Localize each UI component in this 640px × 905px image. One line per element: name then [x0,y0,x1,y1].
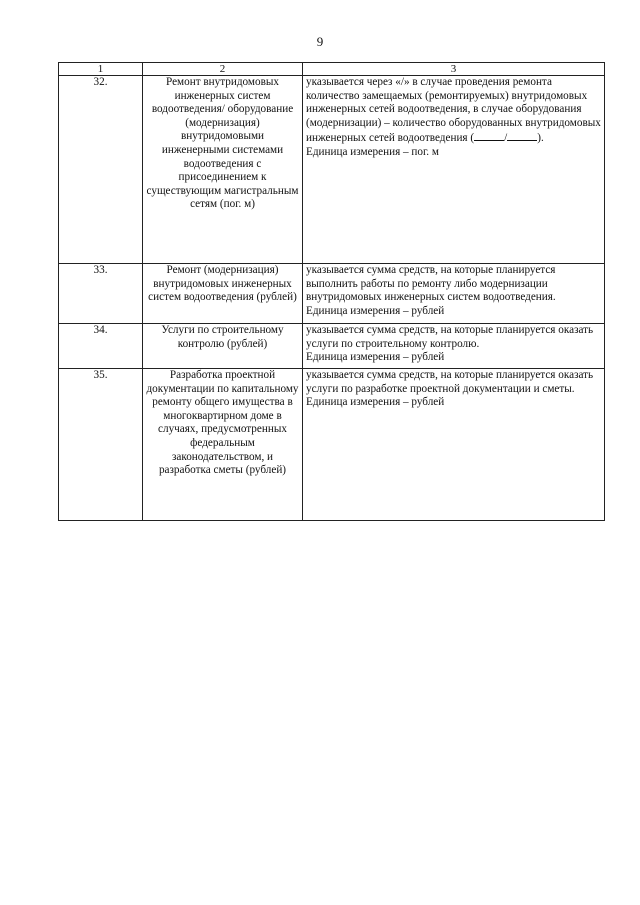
table-header-row [59,63,605,76]
row-name: Разработка проектной документации по капитальному ремонту общего имущества в многоквартирном доме в случаях, предусмотренных федеральным законодательством, и разработка сметы (рублей) [143,369,303,521]
row-name: Ремонт (модернизация) внутридомовых инженерных систем водоотведения (рублей) [143,264,303,324]
description-end: ). [537,132,544,145]
row-description [303,264,605,324]
unit-text: Единица измерения – рублей [306,304,445,317]
column-header-2: 2 [143,63,303,76]
column-header-3: 3 [303,63,605,76]
description-text: указывается через «/» в случае проведения ремонта количество замещаемых (ремонтируемых) внутридомовых инженерных сетей водоотведения, в случае оборудования (модернизации) – количество оборудованных внутридомовых инженерных сетей водоотведения ( [306,76,601,145]
unit-text: Единица измерения – пог. м [306,145,439,158]
page-number: 9 [316,34,324,49]
table-row [59,369,605,521]
row-number: 32. [59,76,143,264]
table-row [59,76,605,264]
row-name: Услуги по строительному контролю (рублей) [143,324,303,369]
fraction-slash: / [504,132,508,145]
row-number: 35. [59,369,143,521]
row-number: 34. [59,324,143,369]
row-number: 33. [59,264,143,324]
description-text: указывается сумма средств, на которые планируется оказать услуги по строительному контролю. [306,324,594,350]
row-description [303,324,605,369]
unit-text: Единица измерения – рублей [306,351,445,364]
row-name: Ремонт внутридомовых инженерных систем водоотведения/ оборудование (модернизация) внутридомовыми инженерными системами водоотведения с присоединением к существующим магистральным сетям (пог. м) [143,76,303,264]
table-row [59,264,605,324]
description-text: указывается сумма средств, на которые планируется выполнить работы по ремонту либо модернизации внутридомовых инженерных систем водоотведения. [306,264,556,304]
table-row [59,324,605,369]
requirements-table [58,62,605,521]
column-header-1: 1 [59,63,143,76]
blank-field [474,130,504,141]
row-description: указывается сумма средств, на которые планируется оказать услуги по разработке проектной документации и сметы. Единица измерения – рублей [303,369,605,521]
row-description [303,76,605,264]
blank-field [507,130,537,141]
